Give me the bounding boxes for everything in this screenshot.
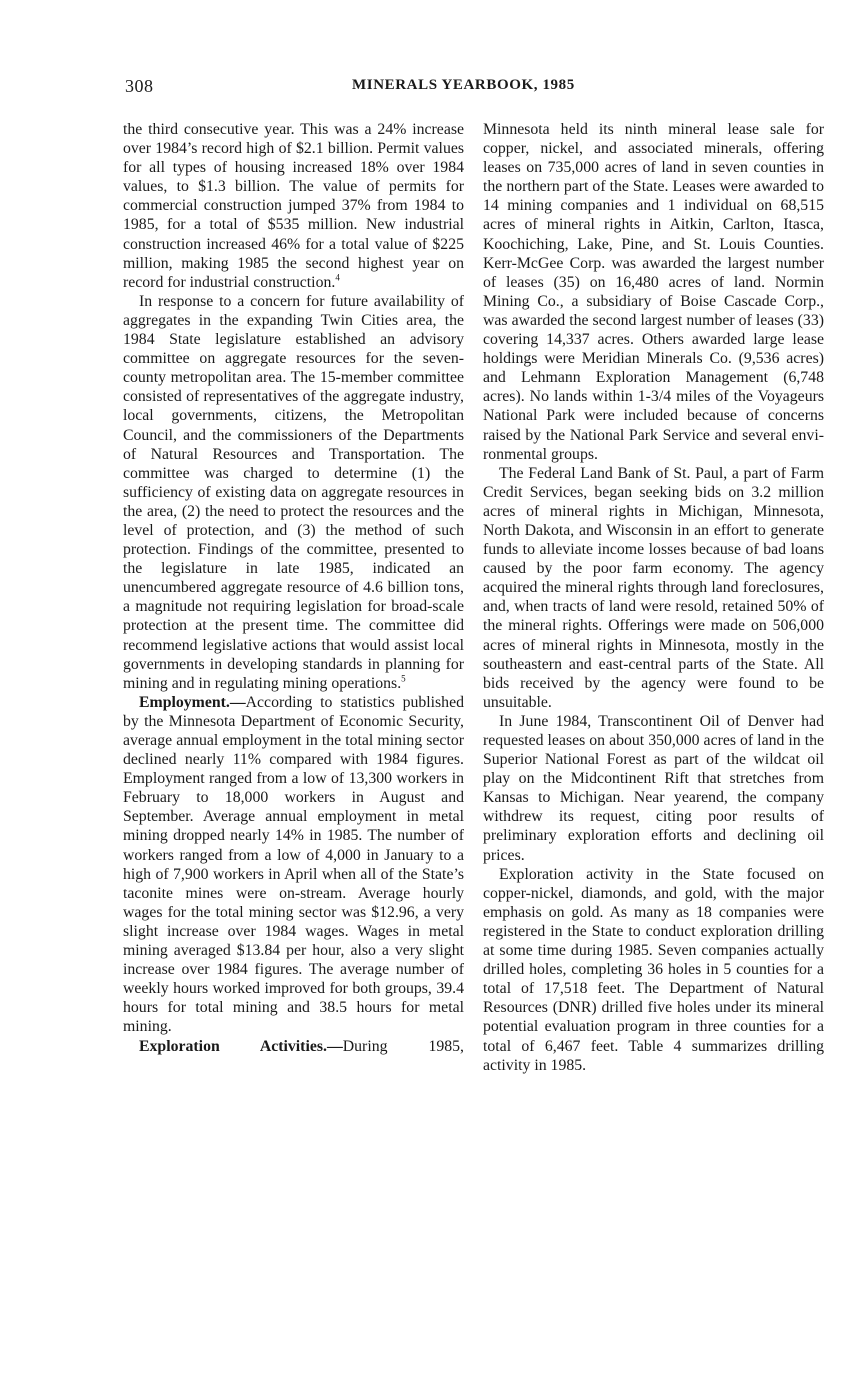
- paragraph-federal-land-bank: The Federal Land Bank of St. Paul, a part of Farm Credit Services, began seeking bids on 3.2 million acres of mineral rights in Michigan, Minnesota, North Dakota, and Wisconsin in an effort to generate funds to alleviate income losses because of bad loans caused by the poor farm economy. The agency acquired the mineral rights through land foreclosures, and, when tracts of land were resold, retained 50% of the mineral rights. Offerings were made on 506,000 acres of mineral rights in Minnesota, mostly in the southeastern and east-central parts of the State. All bids received by the agency were found to be unsuitable.: [483, 464, 824, 711]
- paragraph-text: During 1985,: [342, 1037, 464, 1055]
- footnote-ref: 4: [335, 272, 340, 283]
- running-head: MINERALS YEARBOOK, 1985: [352, 77, 575, 93]
- section-heading-exploration: Exploration Activities.—: [139, 1037, 343, 1055]
- paragraph-employment: [123, 693, 464, 1037]
- page-number: 308: [125, 76, 154, 96]
- footnote-ref: 5: [401, 673, 406, 684]
- paragraph-exploration-activity: Exploration activity in the State focused on copper-nickel, diamonds, and gold, with the major emphasis on gold. As many as 18 companies were registered in the State to conduct exploration drilling at some time during 1985. Seven companies actually drilled holes, completing 36 holes in 5 counties for a total of 17,518 feet. The Department of Natural Resources (DNR) drilled five holes under its mineral potential evaluation program in three counties for a total of 6,467 feet. Table 4 summarizes drilling activity in 1985.: [483, 865, 824, 1074]
- paragraph-building-permits: [123, 120, 464, 292]
- section-heading-employment: Employment.—: [139, 693, 246, 711]
- paragraph-transcontinent-oil: In June 1984, Transcontinent Oil of Denver had requested leases on about 350,000 acres of land in the Superior National Forest as part of the wildcat oil play on the Midcontinent Rift that stretches from Kansas to Michigan. Near yearend, the company withdrew its request, citing poor results of preliminary exploration efforts and declining oil prices.: [483, 712, 824, 864]
- paragraph-text: In response to a concern for future availability of aggregates in the expanding Twin Cities area, the 1984 State legislature established an advisory committee on aggregate resources for the seven-county metropolitan area. The 15-member committee consisted of representatives of the aggregate industry, local governments, citizens, the Metropolitan Council, and the commissioners of the Departments of Natural Resources and Transportation. The committee was charged to determine (1) the sufficiency of existing data on aggregate resources in the area, (2) the need to protect the resources and the level of protection, and (3) the method of such protection. Findings of the committee, presented to the legislature in late 1985, indicated an unencumbered aggregate resource of 4.6 billion tons, a magnitude not requiring legislation for broad-scale protection at the present time. The committee did recommend legislative actions that would assist local governments in developing standards in planning for mining and in regulating mining operations.: [123, 292, 464, 692]
- paragraph-lease-sale: Minnesota held its ninth mineral lease sale for copper, nickel, and associated minerals, offering leases on 735,000 acres of land in seven counties in the northern part of the State. Leases were awarded to 14 mining companies and 1 individual on 68,515 acres of mineral rights in Aitkin, Carlton, Itasca, Koochiching, Lake, Pine, and St. Louis Counties. Kerr-McGee Corp. was awarded the largest number of leases (35) on 16,480 acres of land. Normin Mining Co., a subsidiary of Boise Cascade Corp., was awarded the second largest number of leases (33) covering 14,337 acres. Others awarded large lease holdings were Meridian Minerals Co. (9,536 acres) and Lehmann Exploration Management (6,748 acres). No lands within 1-3/4 miles of the Voyageurs National Park were included because of concerns raised by the National Park Service and several environmental groups.: [483, 121, 824, 463]
- paragraph-text: the third consecutive year. This was a 24% increase over 1984’s record high of $2.1 billion. Permit values for all types of housing increased 18% over 1984 values, to $1.3 billion. The value of permits for commercial construction jumped 37% from 1984 to 1985, for a total of $535 million. New industrial construction increased 46% for a total value of $225 million, making 1985 the second highest year on record for industrial construction.: [123, 121, 464, 291]
- left-column: [123, 120, 464, 1056]
- paragraph-text: According to statistics published by the Minnesota Department of Economic Security, average annual employment in the total mining sector declined nearly 11% compared with 1984 figures. Employment ranged from a low of 13,300 workers in February to 18,000 workers in August and September. Average annual employment in metal mining dropped nearly 14% in 1985. The number of workers ranged from a low of 4,000 in January to a high of 7,900 workers in April when all of the State’s taconite mines were on-stream. Average hourly wages for the total mining sector was $12.96, a very slight increase over 1984 wages. Wages in metal mining averaged $13.84 per hour, also a very slight increase over 1984 figures. The average number of weekly hours worked improved for both groups, 39.4 hours for total mining and 38.5 hours for metal mining.: [123, 693, 464, 1036]
- paragraph-aggregate-committee: [123, 292, 464, 693]
- paragraph-exploration-start: [123, 1037, 464, 1056]
- right-column: [483, 120, 824, 1075]
